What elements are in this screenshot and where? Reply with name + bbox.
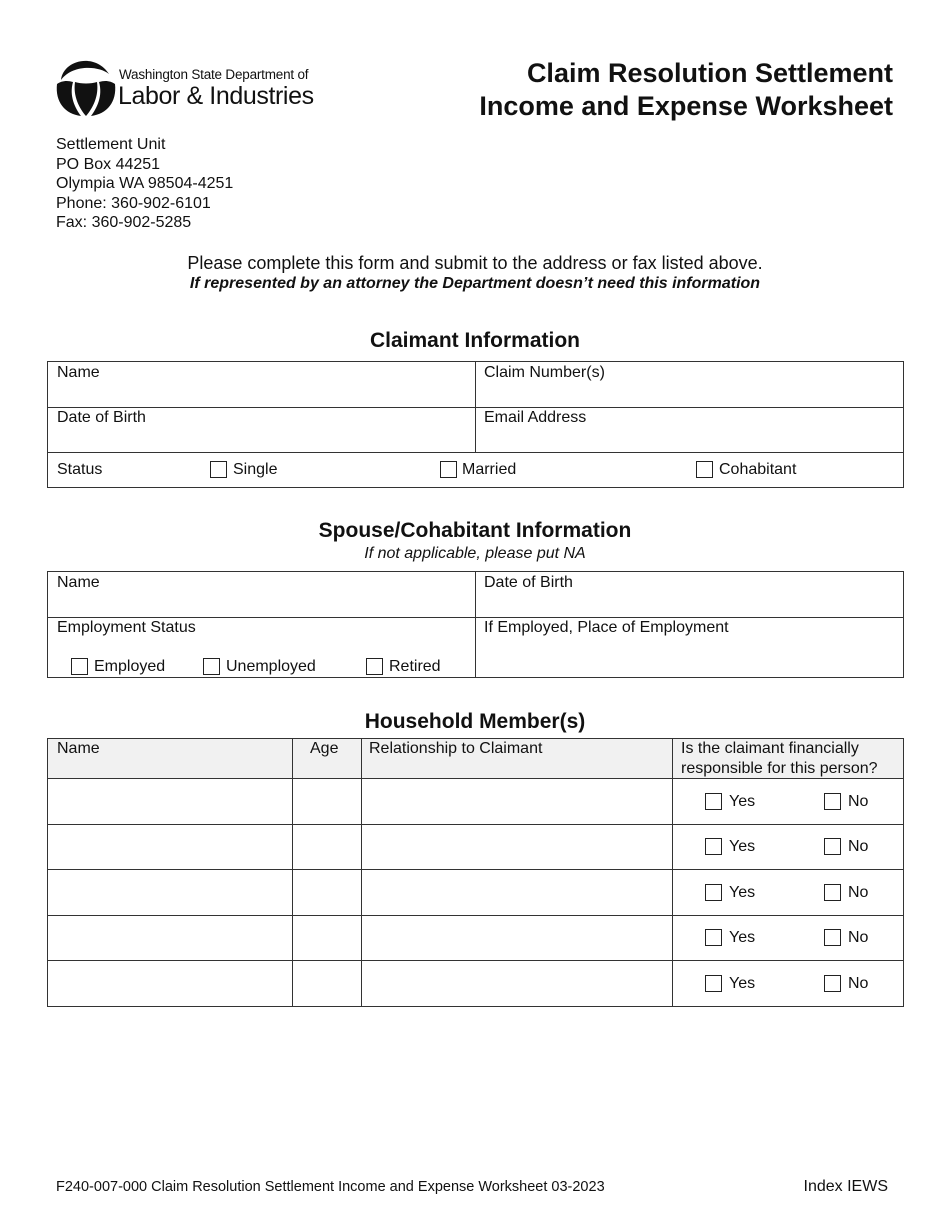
claimant-section-title: Claimant Information — [369, 329, 580, 352]
place-of-employment-field[interactable]: If Employed, Place of Employment — [484, 619, 729, 636]
row-2-yes-checkbox[interactable] — [705, 838, 722, 855]
title-line1: Claim Resolution Settlement — [526, 58, 893, 88]
row-3-yes-checkbox[interactable] — [705, 884, 722, 901]
household-row-5-relationship[interactable] — [362, 961, 672, 1006]
instruction-text: Please complete this form and submit to the address or fax listed above. — [187, 253, 763, 273]
employment-retired-label: Retired — [389, 658, 441, 675]
address-fax: Fax: 360-902-5285 — [56, 214, 192, 232]
spouse-table — [47, 571, 904, 678]
agency-logo — [55, 54, 325, 118]
index-footer: Index IEWS — [803, 1178, 888, 1195]
row-3-no-label: No — [848, 884, 869, 901]
row-4-no-label: No — [848, 929, 869, 946]
household-row-5-name[interactable] — [48, 961, 292, 1006]
title-line2: Income and Expense Worksheet — [479, 91, 893, 121]
household-table — [47, 738, 904, 1007]
status-single-checkbox[interactable] — [210, 461, 227, 478]
household-row-2-name[interactable] — [48, 825, 292, 869]
spouse-section-title: Spouse/Cohabitant Information — [318, 519, 632, 542]
status-cohabitant-label: Cohabitant — [719, 461, 797, 478]
claimant-dob-field[interactable]: Date of Birth — [57, 409, 146, 426]
household-row-4-name[interactable] — [48, 916, 292, 960]
household-row-3-name[interactable] — [48, 870, 292, 915]
row-5-no-label: No — [848, 975, 869, 992]
status-married-label: Married — [462, 461, 517, 478]
employment-unemployed-label: Unemployed — [226, 658, 316, 675]
employment-employed-checkbox[interactable] — [71, 658, 88, 675]
status-cohabitant-checkbox[interactable] — [696, 461, 713, 478]
employment-employed-label: Employed — [94, 658, 166, 675]
attorney-note: If represented by an attorney the Department doesn’t need this information — [189, 275, 761, 292]
household-row-4-age[interactable] — [293, 916, 361, 960]
household-row-2-age[interactable] — [293, 825, 361, 869]
row-2-yes-label: Yes — [729, 838, 756, 855]
row-1-no-label: No — [848, 793, 869, 810]
employment-status-label: Employment Status — [57, 619, 196, 636]
row-3-no-checkbox[interactable] — [824, 884, 841, 901]
row-5-yes-label: Yes — [729, 975, 756, 992]
row-4-no-checkbox[interactable] — [824, 929, 841, 946]
status-label: Status — [57, 461, 103, 478]
address-po-box: PO Box 44251 — [56, 155, 161, 173]
claimant-name-field[interactable]: Name — [57, 364, 100, 381]
col-header-relationship: Relationship to Claimant — [369, 740, 543, 757]
spouse-dob-field[interactable]: Date of Birth — [484, 574, 573, 591]
status-married-checkbox[interactable] — [440, 461, 457, 478]
spouse-section-subtitle: If not applicable, please put NA — [364, 545, 586, 562]
household-row-3-age[interactable] — [293, 870, 361, 915]
household-row-4-relationship[interactable] — [362, 916, 672, 960]
logo-icon — [55, 54, 117, 118]
household-row-2-relationship[interactable] — [362, 825, 672, 869]
org-name-line2: Labor & Industries — [118, 82, 314, 110]
address-city: Olympia WA 98504-4251 — [56, 175, 234, 193]
claimant-table — [47, 361, 904, 488]
household-row-5-age[interactable] — [293, 961, 361, 1006]
col-header-responsible-line1: Is the claimant financially — [681, 740, 859, 757]
col-header-name: Name — [57, 740, 100, 757]
row-5-yes-checkbox[interactable] — [705, 975, 722, 992]
row-4-yes-checkbox[interactable] — [705, 929, 722, 946]
employment-retired-checkbox[interactable] — [366, 658, 383, 675]
address-phone: Phone: 360-902-6101 — [56, 194, 211, 212]
claimant-email-field[interactable]: Email Address — [484, 409, 587, 426]
col-header-responsible-line2: responsible for this person? — [681, 760, 878, 777]
employment-unemployed-checkbox[interactable] — [203, 658, 220, 675]
row-1-yes-label: Yes — [729, 793, 756, 810]
household-section-title: Household Member(s) — [364, 710, 586, 733]
address-unit: Settlement Unit — [56, 136, 166, 153]
row-1-yes-checkbox[interactable] — [705, 793, 722, 810]
row-2-no-checkbox[interactable] — [824, 838, 841, 855]
mailing-address — [56, 135, 233, 233]
household-row-1-age[interactable] — [293, 779, 361, 824]
household-row-3-relationship[interactable] — [362, 870, 672, 915]
row-1-no-checkbox[interactable] — [824, 793, 841, 810]
col-header-age: Age — [310, 740, 339, 757]
form-number-footer: F240-007-000 Claim Resolution Settlement Income and Expense Worksheet 03-2023 — [56, 1179, 605, 1195]
household-row-1-relationship[interactable] — [362, 779, 672, 824]
row-3-yes-label: Yes — [729, 884, 756, 901]
status-single-label: Single — [233, 461, 278, 478]
household-row-1-name[interactable] — [48, 779, 292, 824]
row-5-no-checkbox[interactable] — [824, 975, 841, 992]
row-2-no-label: No — [848, 838, 869, 855]
row-4-yes-label: Yes — [729, 929, 756, 946]
spouse-name-field[interactable]: Name — [57, 574, 100, 591]
claim-number-field[interactable]: Claim Number(s) — [484, 364, 605, 381]
org-name-line1: Washington State Department of — [119, 67, 309, 82]
form-title — [479, 57, 893, 123]
